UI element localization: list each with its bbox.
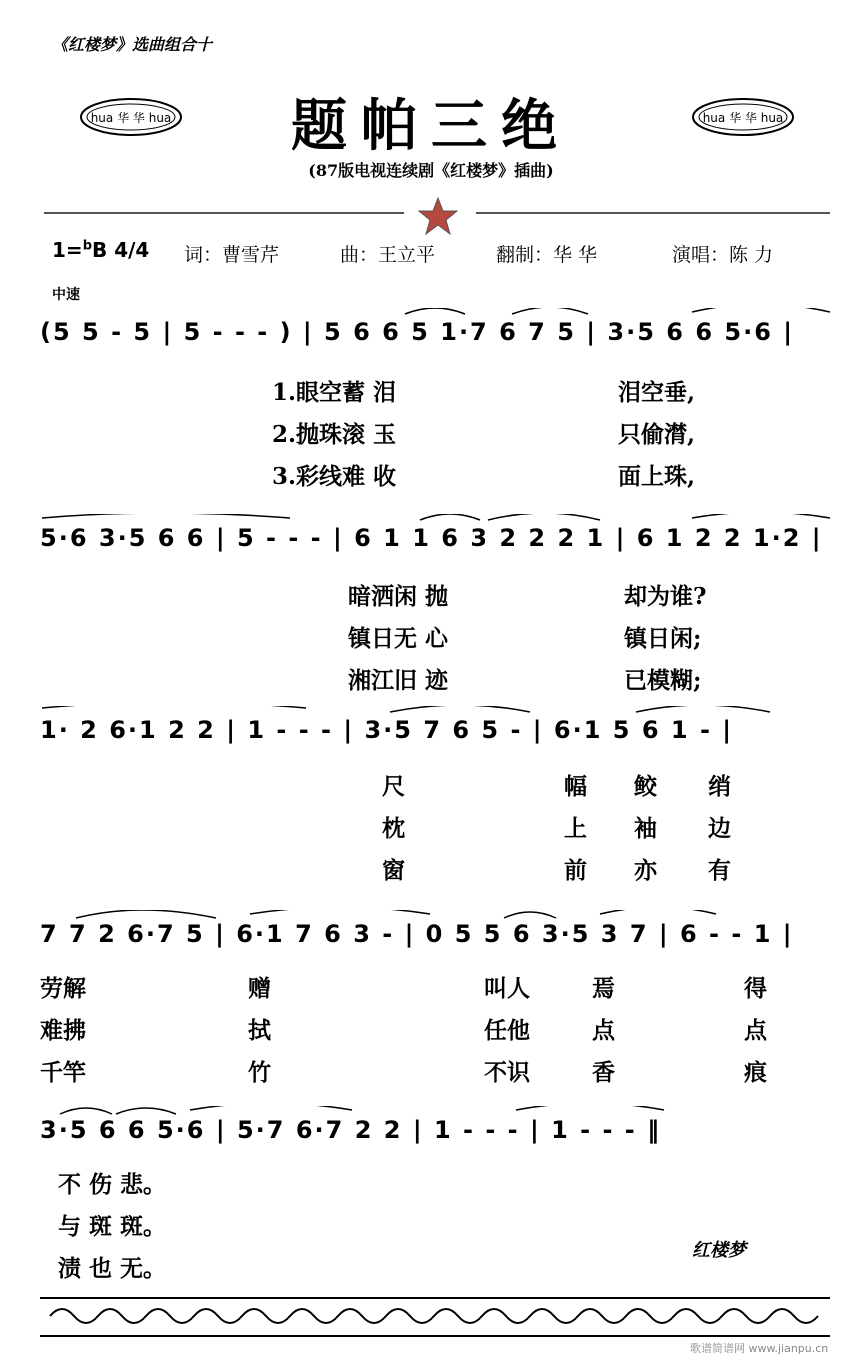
lyric-v1-b: 赠 [248,975,271,1002]
lyric-v2-a: 枕 [382,815,405,842]
lyric-v2-a: 镇日无 心 [348,625,449,652]
lyric-v3-b: 前 [564,857,587,884]
notes: 3·5 6 6 5·6 | 5·7 6·7 2 2 | 1 - - - | 1 - - - ‖ [40,1116,662,1144]
lyric-v2-b: 拭 [248,1017,271,1044]
singer: 演唱：陈 力 [672,244,774,266]
lyric-v3-b: 面上珠, [618,463,696,490]
key-signature: 1=$^b$B 4/4 [52,238,150,262]
lyric-v2: 与 斑 斑。 [58,1213,167,1240]
lyric-v2-d: 点 [592,1017,615,1044]
lyric-v2-b: 上 [564,815,587,842]
lyric-v3-e: 痕 [744,1059,767,1086]
lyric-v2-b: 镇日闲; [624,625,702,652]
lyric-v3-a: 窗 [382,857,405,884]
lyric-v1-b: 幅 [564,773,587,800]
lyric-v3-b: 竹 [248,1059,271,1086]
brand-signature: 红楼梦 [692,1240,746,1261]
lyric-v1-b: 却为谁? [624,583,707,610]
lyric-v1-a: 1.眼空蓄 泪 [272,379,397,406]
lyric-v3-b: 已模糊; [624,667,702,694]
score-line-2 [40,514,830,566]
lyric-v3-c: 不识 [484,1059,530,1086]
logo-text: hua 华 华 hua [702,111,784,125]
notes: (5 5 - 5 | 5 - - - ) | 5 6 6 5 1·7 6 7 5 | 3·5 6 6 5·6 | [40,318,795,346]
score-line-4 [40,910,830,962]
lyric-v2-d: 边 [708,815,731,842]
watermark: 歌谱简谱网 www.jianpu.cn [690,1342,829,1355]
divider-left [44,212,404,214]
lyric-v2-c: 任他 [484,1017,530,1044]
lyric-v1-c: 鲛 [634,773,657,800]
score-line-1 [40,308,830,360]
subtitle: (87版电视连续剧《红楼梦》插曲) [308,161,554,180]
lyric-v2-e: 点 [744,1017,767,1044]
composer: 曲：王立平 [340,244,436,266]
series-label: 《红楼梦》选曲组合十 [52,35,213,54]
lyric-v2-b: 只偷潸, [618,421,696,448]
logo-text: hua 华 华 hua [90,111,172,125]
lyric-v1-d: 绡 [708,773,731,800]
lyric-v1-a: 劳解 [40,975,86,1002]
lyric-v3-d: 有 [708,857,731,884]
lyric-v2-a: 2.抛珠滚 玉 [272,421,397,448]
lyric-v1-b: 泪空垂, [618,379,696,406]
lyric-v3-c: 亦 [634,857,657,884]
score-line-3 [40,706,830,758]
lyric-v3: 渍 也 无。 [58,1255,167,1282]
lyric-v1-a: 暗洒闲 抛 [348,583,449,610]
score-line-5 [40,1106,830,1158]
arranger: 翻制：华 华 [496,244,598,266]
page-title: 题帕三绝 [291,93,571,159]
decorative-border [40,1296,830,1340]
divider-right [476,212,830,214]
lyric-v1-d: 焉 [592,975,615,1002]
lyric-v1-e: 得 [744,975,767,1002]
lyric-v1-c: 叫人 [484,975,530,1002]
lyric-v2-c: 袖 [634,815,657,842]
lyric-v3-a: 湘江旧 迹 [348,667,449,694]
lyric-v3-d: 香 [592,1059,615,1086]
lyric-v3-a: 3.彩线难 收 [272,463,397,490]
notes: 1· 2 6·1 2 2 | 1 - - - | 3·5 7 6 5 - | 6·1 5 6 1 - | [40,716,734,744]
notes: 7 7 2 6·7 5 | 6·1 7 6 3 - | 0 5 5 6 3·5 3 7 | 6 - - 1 | [40,920,794,948]
lyric-v1: 不 伤 悲。 [58,1171,167,1198]
lyric-v1-a: 尺 [382,773,405,800]
notes: 5·6 3·5 6 6 | 5 - - - | 6 1 1 6 3 2 2 2 1 | 6 1 2 2 1·2 | [40,524,823,552]
lyric-v3-a: 千竿 [40,1059,86,1086]
star-icon [418,196,458,236]
lyric-v2-a: 难拂 [40,1017,86,1044]
lyricist: 词：曹雪芹 [184,244,280,266]
tempo-marking: 中速 [52,287,80,303]
